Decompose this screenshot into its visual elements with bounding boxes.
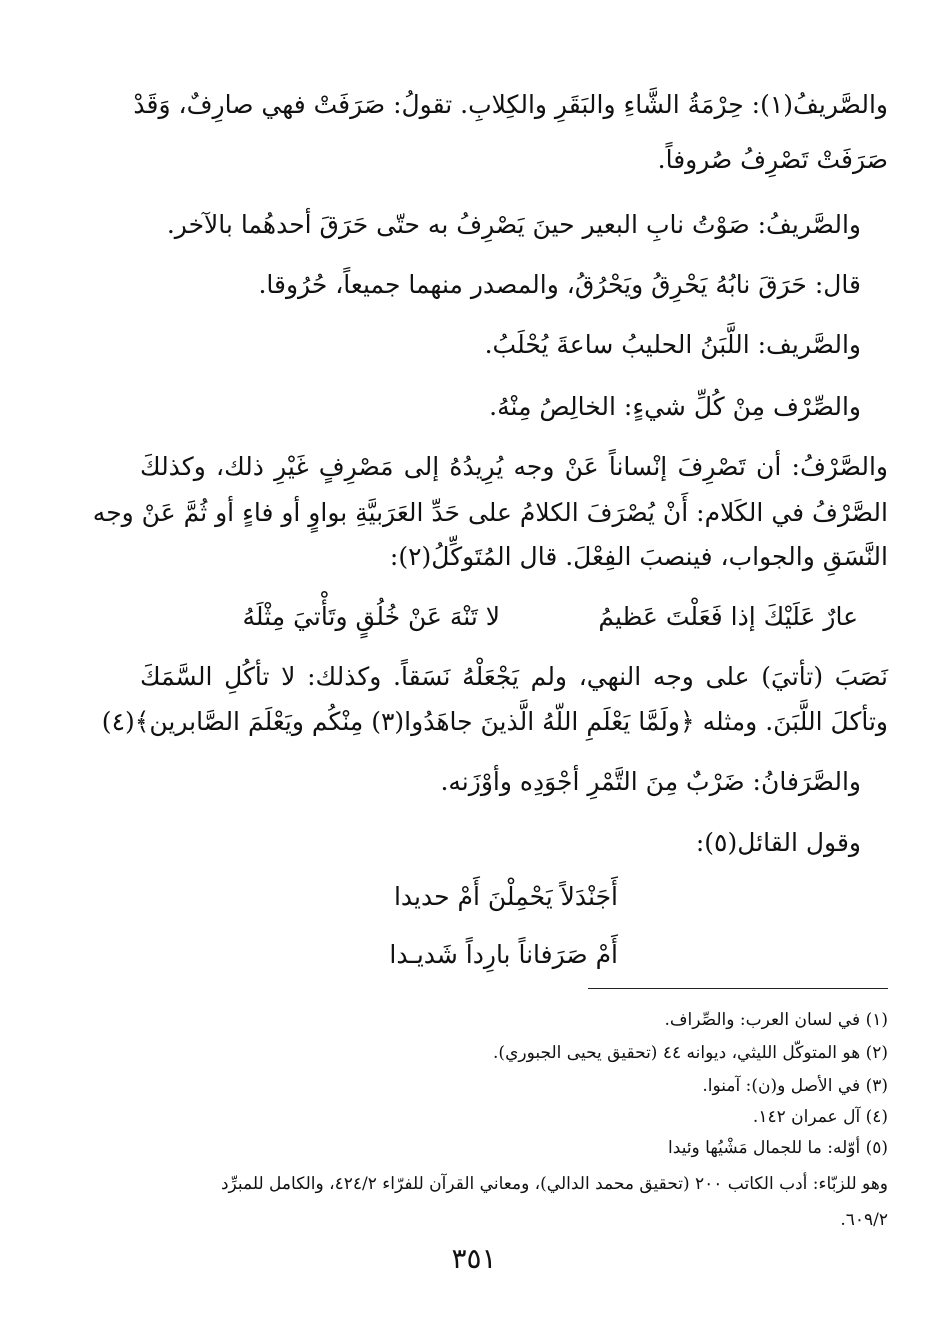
footnote: (٤) آل عمران ١٤٢. (752, 1107, 888, 1127)
text-line: والصَّريفُ: صَوْتُ نابِ البعير حينَ يَصْرِفُ به حتّى حَرَقَ أحدهُما بالآخر. (166, 210, 861, 239)
verse-line: أَمْ صَرَفاناً بارِداً شَديـدا (389, 940, 618, 969)
text-line: والصَّرَفانُ: ضَرْبٌ مِنَ التَّمْرِ أجْوَدِه وأوْزَنه. (440, 767, 861, 796)
verse-line: أَجَنْدَلاً يَحْمِلْنَ أَمْ حديدا (393, 882, 618, 911)
footnote: (٢) هو المتوكّل الليثي، ديوانه ٤٤ (تحقيق يحيى الجبوري). (493, 1043, 888, 1063)
text-line: الصَّرْفُ في الكَلام: أَنْ يُصْرَفَ الكلامُ على حَدِّ العَرَبيَّةِ بواوٍ أو فاءٍ أو ثُمَّ عَنْ وجه (92, 498, 888, 527)
verse-hemistich: عارٌ عَلَيْكَ إذا فَعَلْتَ عَظيمُ (598, 602, 858, 631)
text-line: وقول القائل(٥): (695, 828, 861, 857)
text-line: والصَّريف: اللَّبَنُ الحليبُ ساعةَ يُحْلَبُ. (484, 330, 861, 359)
verse-hemistich: لا تَنْهَ عَنْ خُلُقٍ وتَأْتيَ مِثْلَهُ (242, 602, 500, 631)
footnote-separator (588, 988, 888, 989)
text-line: وتأكلَ اللَّبَنَ. ومثله ﴿ولَمَّا يَعْلَمِ اللّهُ الَّذينَ جاهَدُوا(٣) مِنْكُم ويَعْلَمَ الصَّابرين﴾(٤) (101, 707, 888, 736)
text-line: والصَّرْفُ: أن تَصْرِفَ إنْساناً عَنْ وجه يُرِيدُهُ إلى مَصْرِفٍ غَيْرِ ذلك، وكذلكَ (140, 452, 888, 481)
footnote: (١) في لسان العرب: والصِّراف. (664, 1010, 888, 1030)
footnote: وهو للزبّاء: أدب الكاتب ٢٠٠ (تحقيق محمد الدالي)، ومعاني القرآن للفرّاء ٤٢٤/٢، والكامل للمبرِّد (220, 1174, 888, 1194)
page-number: ٣٥١ (451, 1242, 497, 1275)
text-line: النَّسَقِ والجواب، فينصبَ الفِعْلَ. قال المُتَوكِّلُ(٢): (389, 542, 888, 571)
text-line: نَصَبَ (تأتيَ) على وجه النهي، ولم يَجْعَلْهُ نَسَقاً. وكذلك: لا تأكُلِ السَّمَكَ (140, 662, 888, 691)
footnote: (٥) أوّله: ما للجمال مَشْيُها وئيدا (668, 1138, 888, 1158)
footnote: (٣) في الأصل و(ن): آمنوا. (702, 1076, 888, 1096)
text-line: والصِّرْف مِنْ كُلِّ شيءٍ: الخالِصُ مِنْهُ. (489, 392, 861, 421)
text-line: والصَّريفُ(١): حِرْمَةُ الشَّاءِ والبَقَرِ والكِلابِ. تقولُ: صَرَفَتْ فهي صارِفٌ، وَقَدْ (133, 90, 888, 119)
text-line: صَرَفَتْ تَصْرِفُ صُروفاً. (657, 145, 888, 174)
footnote: ٦٠٩/٢. (840, 1210, 888, 1230)
text-line: قال: حَرَقَ نابُهُ يَحْرِقُ ويَحْرُقُ، والمصدر منهما جميعاً، حُرُوقا. (258, 270, 861, 299)
